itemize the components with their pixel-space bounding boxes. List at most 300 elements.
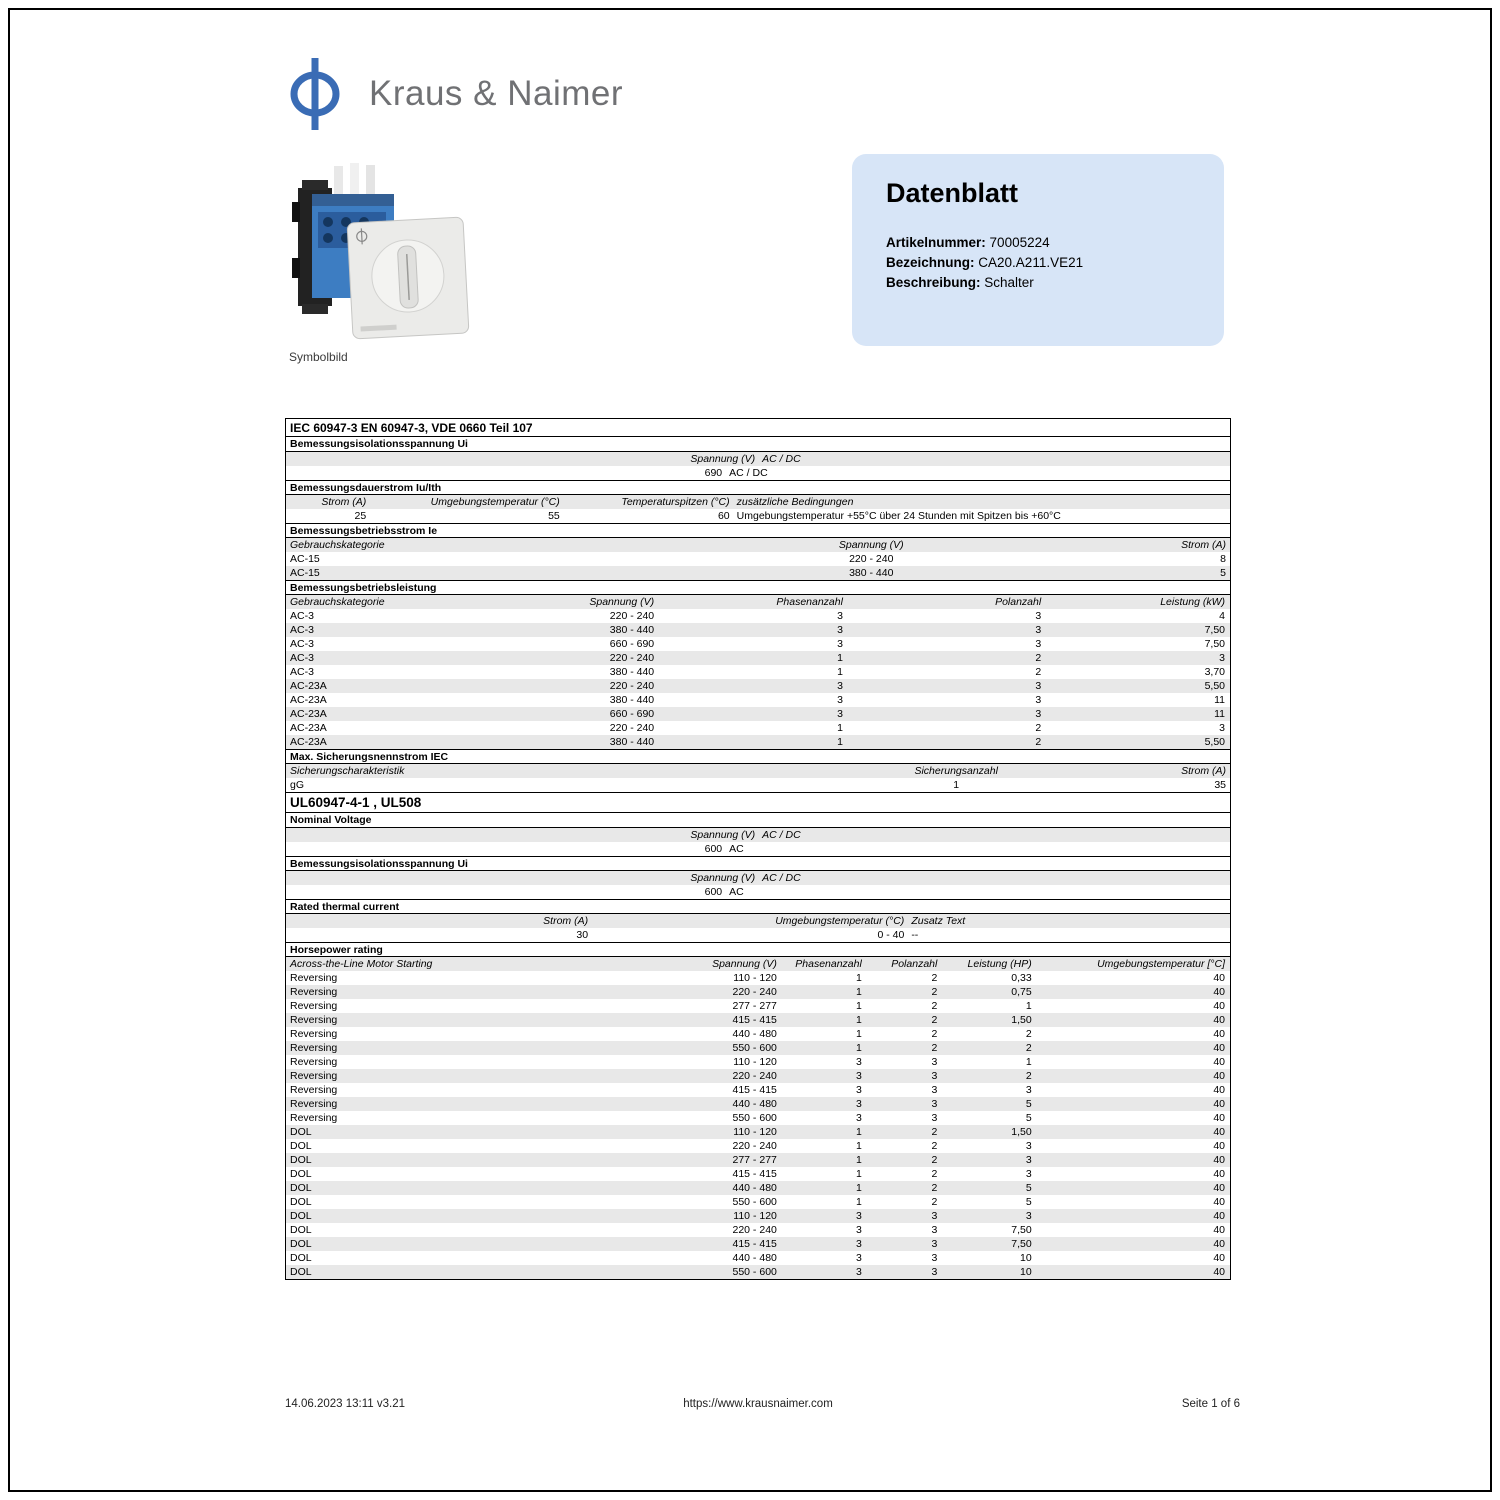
- table-cell: 220 - 240: [732, 1070, 777, 1082]
- table-cell: Strom (A): [1181, 765, 1226, 777]
- table-cell: 1,50: [1011, 1126, 1032, 1138]
- table-cell: AC-15: [290, 553, 320, 565]
- table-cell: Reversing: [290, 1014, 338, 1026]
- table-row-label: [286, 480, 1230, 495]
- table-row-data: [286, 1125, 1230, 1139]
- table-row-label: [286, 899, 1230, 914]
- table-cell: Reversing: [290, 1042, 338, 1054]
- table-cell: 2: [1035, 666, 1042, 678]
- table-cell: Reversing: [290, 1112, 338, 1124]
- table-cell: 3: [931, 1056, 938, 1068]
- table-cell: AC / DC: [729, 467, 768, 479]
- table-cell: 440 - 480: [732, 1098, 777, 1110]
- table-cell: AC / DC: [762, 872, 801, 884]
- table-cell: 110 - 120: [733, 972, 777, 984]
- table-cell: 40: [1213, 1126, 1225, 1138]
- brand-name: Kraus & Naimer: [369, 74, 624, 113]
- table-cell: Spannung (V): [838, 539, 904, 551]
- table-cell: 3: [855, 1266, 862, 1278]
- table-cell: 40: [1213, 1084, 1225, 1096]
- table-cell: 1: [855, 1154, 862, 1166]
- table-cell: 3: [837, 624, 843, 636]
- table-cell: 55: [548, 510, 560, 522]
- table-cell: 3: [837, 638, 843, 650]
- table-row-label: [286, 523, 1230, 538]
- table-row-data: [286, 651, 1230, 665]
- info-field-beschreibung: [886, 273, 1204, 293]
- table-cell: Spannung (V): [690, 872, 756, 884]
- table-cell: 220 - 240: [609, 722, 655, 734]
- table-cell: 3: [855, 1098, 862, 1110]
- table-cell: Strom (A): [543, 915, 589, 927]
- table-cell: Umgebungstemperatur (°C): [775, 915, 905, 927]
- table-cell: AC: [729, 843, 744, 855]
- table-cell: 3: [931, 1252, 938, 1264]
- table-cell: UL60947-4-1 , UL508: [290, 795, 422, 810]
- table-row-data: [286, 1139, 1230, 1153]
- table-cell: Reversing: [290, 972, 338, 984]
- table-cell: Gebrauchskategorie: [290, 539, 385, 551]
- table-cell: Reversing: [290, 1098, 338, 1110]
- table-cell: 3: [837, 610, 843, 622]
- table-row-data: [286, 842, 1230, 856]
- table-row-data: [286, 999, 1230, 1013]
- table-cell: 220 - 240: [609, 680, 655, 692]
- table-cell: 3: [855, 1252, 862, 1264]
- table-row-data: [286, 928, 1230, 942]
- table-cell: Nominal Voltage: [290, 814, 372, 826]
- table-row-head: [286, 871, 1230, 885]
- table-cell: 3: [855, 1070, 862, 1082]
- table-cell: Horsepower rating: [290, 943, 383, 956]
- table-cell: DOL: [290, 1238, 312, 1250]
- table-cell: 40: [1213, 1154, 1225, 1166]
- table-cell: AC-23A: [290, 680, 327, 692]
- table-cell: 1: [855, 1182, 862, 1194]
- table-cell: 3: [1035, 624, 1042, 636]
- table-cell: 600: [704, 886, 723, 898]
- footer-page-number: Seite 1 of 6: [1181, 1398, 1240, 1410]
- table-row-data: [286, 1097, 1230, 1111]
- table-cell: 2: [931, 986, 938, 998]
- table-row-data: [286, 1013, 1230, 1027]
- table-cell: Spannung (V): [589, 596, 655, 608]
- table-cell: DOL: [290, 1126, 312, 1138]
- table-cell: 5: [1025, 1098, 1032, 1110]
- table-cell: 1: [855, 986, 862, 998]
- table-cell: 40: [1213, 1000, 1225, 1012]
- table-cell: 2: [1025, 1070, 1032, 1082]
- field-value: Schalter: [984, 275, 1034, 290]
- table-cell: 25: [354, 510, 367, 522]
- table-cell: 440 - 480: [732, 1182, 777, 1194]
- table-cell: Max. Sicherungsnennstrom IEC: [290, 750, 449, 763]
- table-cell: 3: [931, 1266, 938, 1278]
- table-cell: 1: [855, 1014, 862, 1026]
- field-value: CA20.A211.VE21: [978, 255, 1084, 270]
- table-cell: 3: [1035, 708, 1042, 720]
- table-cell: 550 - 600: [732, 1112, 777, 1124]
- table-cell: 3: [1025, 1140, 1032, 1152]
- info-title: Datenblatt: [886, 178, 1019, 208]
- table-cell: AC-3: [290, 624, 314, 636]
- table-cell: 415 - 415: [732, 1238, 777, 1250]
- table-cell: Spannung (V): [712, 958, 777, 970]
- table-cell: 380 - 440: [849, 567, 894, 579]
- table-row-data: [286, 552, 1230, 566]
- table-cell: 1: [855, 1000, 862, 1012]
- table-cell: 550 - 600: [732, 1196, 777, 1208]
- table-cell: 40: [1213, 1238, 1225, 1250]
- table-cell: 110 - 120: [733, 1056, 777, 1068]
- table-row-label: [286, 749, 1230, 764]
- symbol-caption: Symbolbild: [289, 350, 348, 364]
- table-row-data: [286, 1027, 1230, 1041]
- table-cell: 2: [931, 1126, 938, 1138]
- table-cell: 1: [953, 779, 960, 791]
- table-row-label: [286, 942, 1230, 957]
- table-row-data: [286, 971, 1230, 985]
- table-cell: Polanzahl: [995, 596, 1042, 608]
- table-cell: DOL: [290, 1168, 312, 1180]
- table-row-title-ul: [286, 792, 1230, 813]
- table-cell: 0 - 40: [877, 929, 905, 941]
- table-cell: 3: [855, 1056, 862, 1068]
- table-cell: AC-3: [290, 666, 314, 678]
- table-cell: 30: [576, 929, 589, 941]
- table-cell: 40: [1213, 1196, 1225, 1208]
- table-row-title-main: [286, 419, 1230, 437]
- table-cell: Spannung (V): [690, 453, 756, 465]
- table-cell: 2: [1035, 736, 1042, 748]
- table-row-data: [286, 637, 1230, 651]
- table-row-data: [286, 1209, 1230, 1223]
- table-row-data: [286, 623, 1230, 637]
- table-cell: AC: [729, 886, 744, 898]
- table-cell: 3: [931, 1112, 938, 1124]
- table-cell: 1: [837, 722, 843, 734]
- table-row-data: [286, 1251, 1230, 1265]
- table-cell: Rated thermal current: [290, 900, 400, 913]
- table-row-label: [286, 580, 1230, 595]
- table-cell: 550 - 600: [732, 1042, 777, 1054]
- table-cell: Bemessungsisolationsspannung Ui: [290, 857, 468, 870]
- table-cell: Strom (A): [321, 496, 367, 508]
- table-cell: 2: [931, 1154, 938, 1166]
- field-label: Bezeichnung:: [886, 255, 975, 270]
- table-cell: 550 - 600: [732, 1266, 777, 1278]
- table-cell: 1: [855, 1042, 862, 1054]
- table-cell: 3: [931, 1224, 938, 1236]
- table-cell: 3: [931, 1210, 938, 1222]
- table-cell: Across-the-Line Motor Starting: [290, 958, 433, 970]
- table-cell: 440 - 480: [732, 1028, 777, 1040]
- table-cell: 220 - 240: [732, 1224, 777, 1236]
- product-photo: [288, 158, 478, 348]
- table-cell: DOL: [290, 1182, 312, 1194]
- kraus-naimer-phi-logo-icon: [287, 56, 343, 132]
- table-cell: Phasenanzahl: [795, 958, 862, 970]
- field-label: Beschreibung:: [886, 275, 981, 290]
- table-cell: AC-3: [290, 652, 314, 664]
- table-cell: 3: [1025, 1210, 1032, 1222]
- table-cell: 3: [1035, 694, 1042, 706]
- table-cell: 0,33: [1011, 972, 1032, 984]
- table-cell: 2: [1035, 722, 1042, 734]
- table-cell: 3: [837, 694, 843, 706]
- table-cell: 2: [931, 1168, 938, 1180]
- table-cell: 600: [704, 843, 723, 855]
- table-cell: 35: [1214, 779, 1226, 791]
- table-cell: IEC 60947-3 EN 60947-3, VDE 0660 Teil 107: [290, 420, 533, 435]
- table-cell: 415 - 415: [732, 1014, 777, 1026]
- table-cell: 3: [931, 1238, 938, 1250]
- table-cell: 1: [855, 1140, 862, 1152]
- info-box: [852, 154, 1224, 346]
- table-cell: 5,50: [1204, 680, 1225, 692]
- table-cell: 40: [1213, 1042, 1225, 1054]
- table-cell: AC-3: [290, 610, 314, 622]
- table-cell: 3: [931, 1098, 938, 1110]
- table-row-data: [286, 1181, 1230, 1195]
- table-cell: 3: [837, 680, 843, 692]
- table-cell: Sicherungscharakteristik: [290, 765, 405, 777]
- table-cell: Reversing: [290, 1028, 338, 1040]
- table-cell: 5: [1025, 1196, 1032, 1208]
- table-cell: AC-3: [290, 638, 314, 650]
- table-cell: gG: [290, 779, 305, 791]
- table-cell: 277 - 277: [732, 1154, 777, 1166]
- table-cell: Gebrauchskategorie: [290, 596, 385, 608]
- table-cell: 3: [855, 1238, 862, 1250]
- table-cell: DOL: [290, 1266, 312, 1278]
- table-cell: 7,50: [1204, 638, 1225, 650]
- table-cell: 415 - 415: [732, 1084, 777, 1096]
- table-cell: 40: [1213, 1210, 1225, 1222]
- table-cell: 40: [1213, 1182, 1225, 1194]
- table-cell: 40: [1213, 1224, 1225, 1236]
- table-cell: Temperaturspitzen (°C): [621, 496, 730, 508]
- table-row-data: [286, 985, 1230, 999]
- table-cell: AC / DC: [762, 453, 801, 465]
- table-row-head: [286, 957, 1230, 971]
- table-cell: 1,50: [1011, 1014, 1032, 1026]
- table-cell: 660 - 690: [609, 638, 655, 650]
- table-cell: 7,50: [1204, 624, 1225, 636]
- table-cell: 3,70: [1204, 666, 1225, 678]
- table-cell: DOL: [290, 1252, 312, 1264]
- table-cell: 11: [1214, 694, 1225, 706]
- table-row-data: [286, 679, 1230, 693]
- table-cell: 2: [1035, 652, 1042, 664]
- table-row-data: [286, 707, 1230, 721]
- table-cell: 1: [855, 1168, 862, 1180]
- table-cell: DOL: [290, 1224, 312, 1236]
- table-row-head: [286, 452, 1230, 466]
- table-cell: Reversing: [290, 1000, 338, 1012]
- table-cell: 380 - 440: [609, 736, 655, 748]
- table-row-head: [286, 495, 1230, 509]
- table-cell: 0,75: [1011, 986, 1032, 998]
- table-row-data: [286, 1055, 1230, 1069]
- table-cell: Polanzahl: [891, 958, 938, 970]
- page-footer: [285, 1398, 1240, 1414]
- table-row-data: [286, 1223, 1230, 1237]
- table-row-data: [286, 466, 1230, 480]
- table-cell: 2: [931, 1140, 938, 1152]
- table-cell: 3: [1219, 652, 1225, 664]
- table-cell: Bemessungsdauerstrom Iu/Ith: [290, 481, 442, 494]
- table-cell: 3: [855, 1210, 862, 1222]
- table-cell: 3: [855, 1112, 862, 1124]
- table-cell: 2: [1025, 1042, 1032, 1054]
- table-row-data: [286, 1041, 1230, 1055]
- table-cell: 3: [1035, 638, 1042, 650]
- table-cell: Phasenanzahl: [776, 596, 843, 608]
- table-cell: AC-23A: [290, 694, 327, 706]
- brand-header: [287, 56, 623, 132]
- table-cell: DOL: [290, 1154, 312, 1166]
- table-cell: 415 - 415: [732, 1168, 777, 1180]
- table-cell: 1: [837, 736, 843, 748]
- table-cell: 3: [1035, 610, 1042, 622]
- table-row-data: [286, 1237, 1230, 1251]
- table-row-data: [286, 1265, 1230, 1279]
- footer-timestamp: 14.06.2023 13:11 v3.21: [285, 1398, 406, 1410]
- table-cell: 660 - 690: [609, 708, 655, 720]
- table-cell: Reversing: [290, 1056, 338, 1068]
- table-cell: Spannung (V): [690, 829, 756, 841]
- table-row-head: [286, 595, 1230, 609]
- table-cell: 1: [837, 666, 843, 678]
- table-cell: Bemessungsbetriebsstrom Ie: [290, 524, 438, 537]
- table-cell: --: [911, 929, 919, 941]
- table-cell: 220 - 240: [849, 553, 894, 565]
- table-cell: 3: [931, 1084, 938, 1096]
- table-cell: 3: [931, 1070, 938, 1082]
- table-cell: AC / DC: [762, 829, 801, 841]
- table-cell: 40: [1213, 1252, 1225, 1264]
- table-row-data: [286, 735, 1230, 749]
- table-cell: AC-23A: [290, 722, 327, 734]
- table-cell: 1: [1025, 1056, 1032, 1068]
- table-cell: 40: [1213, 1070, 1225, 1082]
- info-field-bezeichnung: [886, 253, 1204, 273]
- table-cell: Leistung (kW): [1160, 596, 1225, 608]
- table-cell: 440 - 480: [732, 1252, 777, 1264]
- table-row-data: [286, 721, 1230, 735]
- table-cell: Reversing: [290, 1084, 338, 1096]
- table-row-head: [286, 538, 1230, 552]
- table-row-head: [286, 828, 1230, 842]
- table-row-data: [286, 1111, 1230, 1125]
- table-cell: 40: [1213, 1140, 1225, 1152]
- table-row-data: [286, 693, 1230, 707]
- table-cell: Reversing: [290, 986, 338, 998]
- table-cell: 7,50: [1011, 1238, 1032, 1250]
- table-cell: 40: [1213, 1028, 1225, 1040]
- table-cell: 3: [1025, 1168, 1032, 1180]
- table-cell: DOL: [290, 1196, 312, 1208]
- table-cell: Umgebungstemperatur [°C]: [1097, 958, 1225, 970]
- table-cell: 7,50: [1011, 1224, 1032, 1236]
- table-cell: 2: [931, 1042, 938, 1054]
- table-row-head: [286, 764, 1230, 778]
- table-row-label: [286, 856, 1230, 871]
- table-cell: AC-15: [290, 567, 320, 579]
- table-cell: Reversing: [290, 1070, 338, 1082]
- table-row-data: [286, 1153, 1230, 1167]
- table-cell: 40: [1213, 1098, 1225, 1110]
- table-row-data: [286, 609, 1230, 623]
- table-row-data: [286, 885, 1230, 899]
- table-cell: Bemessungsbetriebsleistung: [290, 581, 437, 594]
- table-cell: 4: [1219, 610, 1225, 622]
- table-cell: 1: [855, 1196, 862, 1208]
- table-cell: DOL: [290, 1140, 312, 1152]
- table-cell: 60: [717, 510, 730, 522]
- table-cell: 277 - 277: [732, 1000, 777, 1012]
- table-cell: Leistung (HP): [967, 958, 1032, 970]
- field-label: Artikelnummer:: [886, 235, 986, 250]
- table-cell: 2: [931, 1014, 938, 1026]
- table-cell: 3: [855, 1224, 862, 1236]
- table-cell: Sicherungsanzahl: [914, 765, 998, 777]
- table-cell: 220 - 240: [609, 652, 655, 664]
- table-cell: 1: [855, 1028, 862, 1040]
- table-row-data: [286, 566, 1230, 580]
- table-row-data: [286, 1195, 1230, 1209]
- table-cell: 2: [931, 1196, 938, 1208]
- table-cell: 3: [1025, 1084, 1032, 1096]
- table-cell: 220 - 240: [732, 1140, 777, 1152]
- table-cell: Bemessungsisolationsspannung Ui: [290, 438, 468, 450]
- table-cell: 1: [1025, 1000, 1032, 1012]
- table-cell: 3: [1035, 680, 1042, 692]
- table-cell: 10: [1020, 1252, 1032, 1264]
- table-cell: DOL: [290, 1210, 312, 1222]
- table-row-head: [286, 914, 1230, 928]
- field-value: 70005224: [989, 235, 1050, 250]
- table-cell: 3: [1219, 722, 1225, 734]
- table-cell: 2: [931, 1000, 938, 1012]
- table-cell: 1: [837, 652, 843, 664]
- table-cell: 5: [1025, 1182, 1032, 1194]
- table-cell: 5,50: [1204, 736, 1225, 748]
- table-cell: 3: [1025, 1154, 1032, 1166]
- table-cell: 40: [1213, 1056, 1225, 1068]
- table-cell: Umgebungstemperatur +55°C über 24 Stunden mit Spitzen bis +60°C: [736, 510, 1061, 522]
- table-cell: 3: [855, 1084, 862, 1096]
- table-row-label: [286, 437, 1230, 452]
- table-cell: 380 - 440: [609, 624, 655, 636]
- table-cell: 40: [1213, 1112, 1225, 1124]
- table-cell: 2: [931, 972, 938, 984]
- table-cell: 380 - 440: [609, 694, 655, 706]
- table-cell: AC-23A: [290, 736, 327, 748]
- table-cell: 2: [931, 1182, 938, 1194]
- table-cell: Zusatz Text: [911, 915, 966, 927]
- table-cell: AC-23A: [290, 708, 327, 720]
- table-cell: 40: [1213, 1266, 1225, 1278]
- table-cell: 110 - 120: [733, 1126, 777, 1138]
- table-cell: 1: [855, 1126, 862, 1138]
- table-cell: 40: [1213, 1014, 1225, 1026]
- table-cell: 5: [1025, 1112, 1032, 1124]
- table-cell: 220 - 240: [732, 986, 777, 998]
- table-cell: 690: [704, 467, 723, 479]
- table-cell: 40: [1213, 986, 1225, 998]
